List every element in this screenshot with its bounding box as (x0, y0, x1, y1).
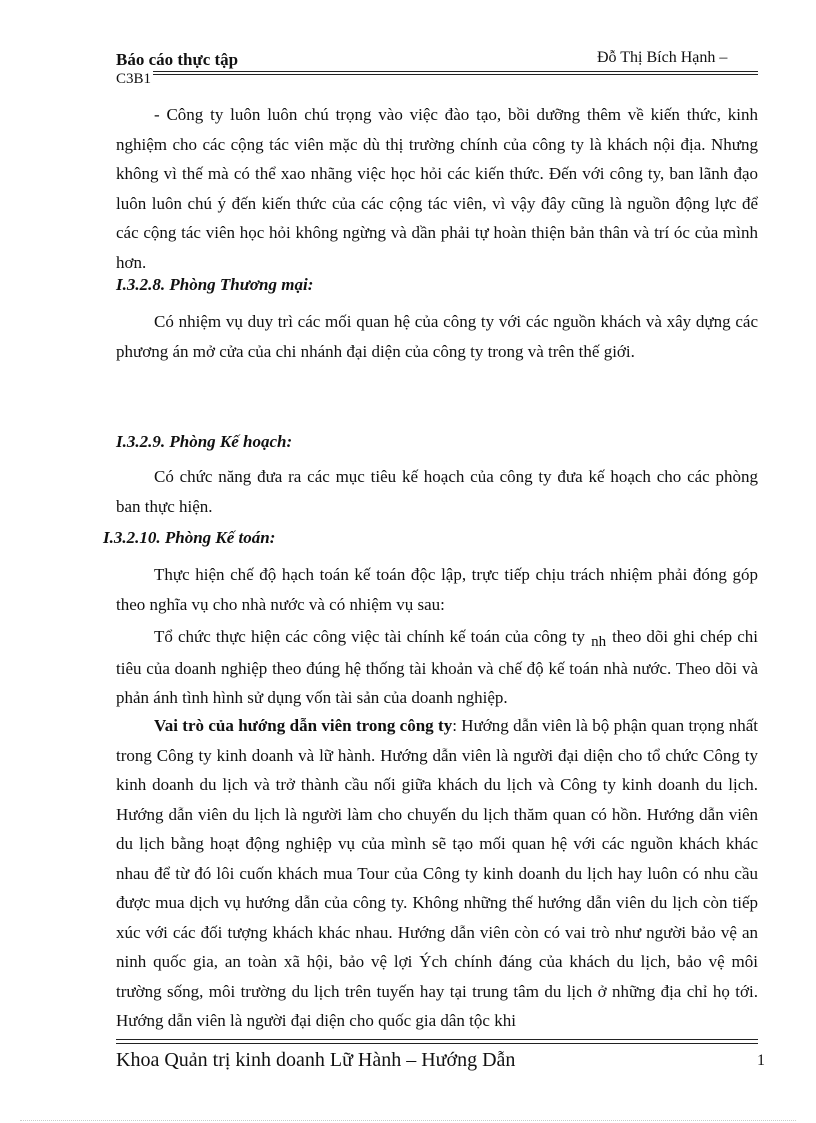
accounting-tasks-fragment: nh (591, 634, 607, 650)
page-number: 1 (757, 1052, 765, 1069)
paragraph-accounting-tasks (116, 622, 758, 713)
header-class-code: C3B1 (116, 71, 152, 87)
footer-rule-double (116, 1043, 758, 1044)
paragraph-guide-role (116, 711, 758, 1036)
paragraph-accounting-duties: Thực hiện chế độ hạch toán kế toán độc lập, trực tiếp chịu trách nhiệm phải đóng góp theo nghĩa vụ cho nhà nước và có nhiệm vụ sau: (116, 565, 758, 614)
header-rule (116, 71, 758, 72)
accounting-tasks-text-2: theo dõi ghi chép chi tiêu của doanh nghiệp theo đúng hệ thống tài khoản và chế độ kế toán nhà nước. Theo dõi và phản ánh tình hình sử dụng vốn tài sản của doanh nghiệp. (116, 627, 759, 707)
heading-planning-dept: I.3.2.9. Phòng Kế hoạch: (116, 432, 293, 451)
paragraph-training: - Công ty luôn luôn chú trọng vào việc đào tạo, bồi dưỡng thêm về kiến thức, kinh nghiệm cho các cộng tác viên mặc dù thị trường chính của công ty là khách nội địa. Nhưng không vì thế mà có thể xao nhãng việc học hỏi các kiến thức. Đến với công ty, ban lãnh đạo luôn luôn chú ý đến kiến thức của các cộng tác viên, vì vậy đây cũng là nguồn động lực để các cộng tác viên học hỏi không ngừng và dần phải tự hoàn thiện bản thân và trí óc của mình hơn. (116, 105, 758, 272)
heading-commerce-dept: I.3.2.8. Phòng Thương mại: (116, 275, 314, 294)
header-rule-double (116, 74, 758, 75)
page-bottom-border (20, 1120, 796, 1121)
footer-rule (116, 1039, 758, 1040)
paragraph-planning-dept: Có chức năng đưa ra các mục tiêu kế hoạch của công ty đưa kế hoạch cho các phòng ban thực hiện. (116, 467, 758, 516)
guide-role-body: : Hướng dẫn viên là bộ phận quan trọng nhất trong Công ty kinh doanh và lữ hành. Hướng dẫn viên là người đại diện cho tổ chức Công ty kinh doanh du lịch và trở thành cầu nối giữa khách du lịch và Công ty kinh doanh du lịch. Hướng dẫn viên du lịch là người làm cho chuyến du lịch thăm quan có hồn. Hướng dẫn viên du lịch bằng hoạt động nghiệp vụ của mình sẽ tạo mối quan hệ với các nguồn khách khác nhau để từ đó lôi cuốn khách mua Tour của Công ty kinh doanh du lịch hay luôn có nhu cầu được mua dịch vụ hướng dẫn của công ty. Không những thế hướng dẫn viên du lịch còn tiếp xúc với các đối tượng khách khác nhau. Hướng dẫn viên còn có vai trò như người bảo vệ an ninh quốc gia, an toàn xã hội, bảo vệ lợi Ých chính đáng của khách du lịch, bảo vệ môi trường sống, môi trường du lịch trên tuyến hay tại trung tâm du lịch ở những địa chỉ họ tới. Hướng dẫn viên là người đại diện cho quốc gia dân tộc khi (116, 716, 758, 1030)
header-author: Đỗ Thị Bích Hạnh – (597, 49, 728, 66)
footer-department: Khoa Quản trị kinh doanh Lữ Hành – Hướng Dẫn (116, 1049, 516, 1071)
accounting-tasks-text-1: Tổ chức thực hiện các công việc tài chính kế toán của công ty (154, 627, 586, 646)
paragraph-commerce-dept: Có nhiệm vụ duy trì các mối quan hệ của công ty với các nguồn khách và xây dựng các phương án mở cửa của chi nhánh đại diện của công ty trong và trên thế giới. (116, 312, 758, 361)
header-title: Báo cáo thực tập (116, 50, 239, 69)
heading-accounting-dept: I.3.2.10. Phòng Kế toán: (103, 528, 276, 547)
guide-role-title: Vai trò của hướng dẫn viên trong công ty (154, 716, 453, 735)
